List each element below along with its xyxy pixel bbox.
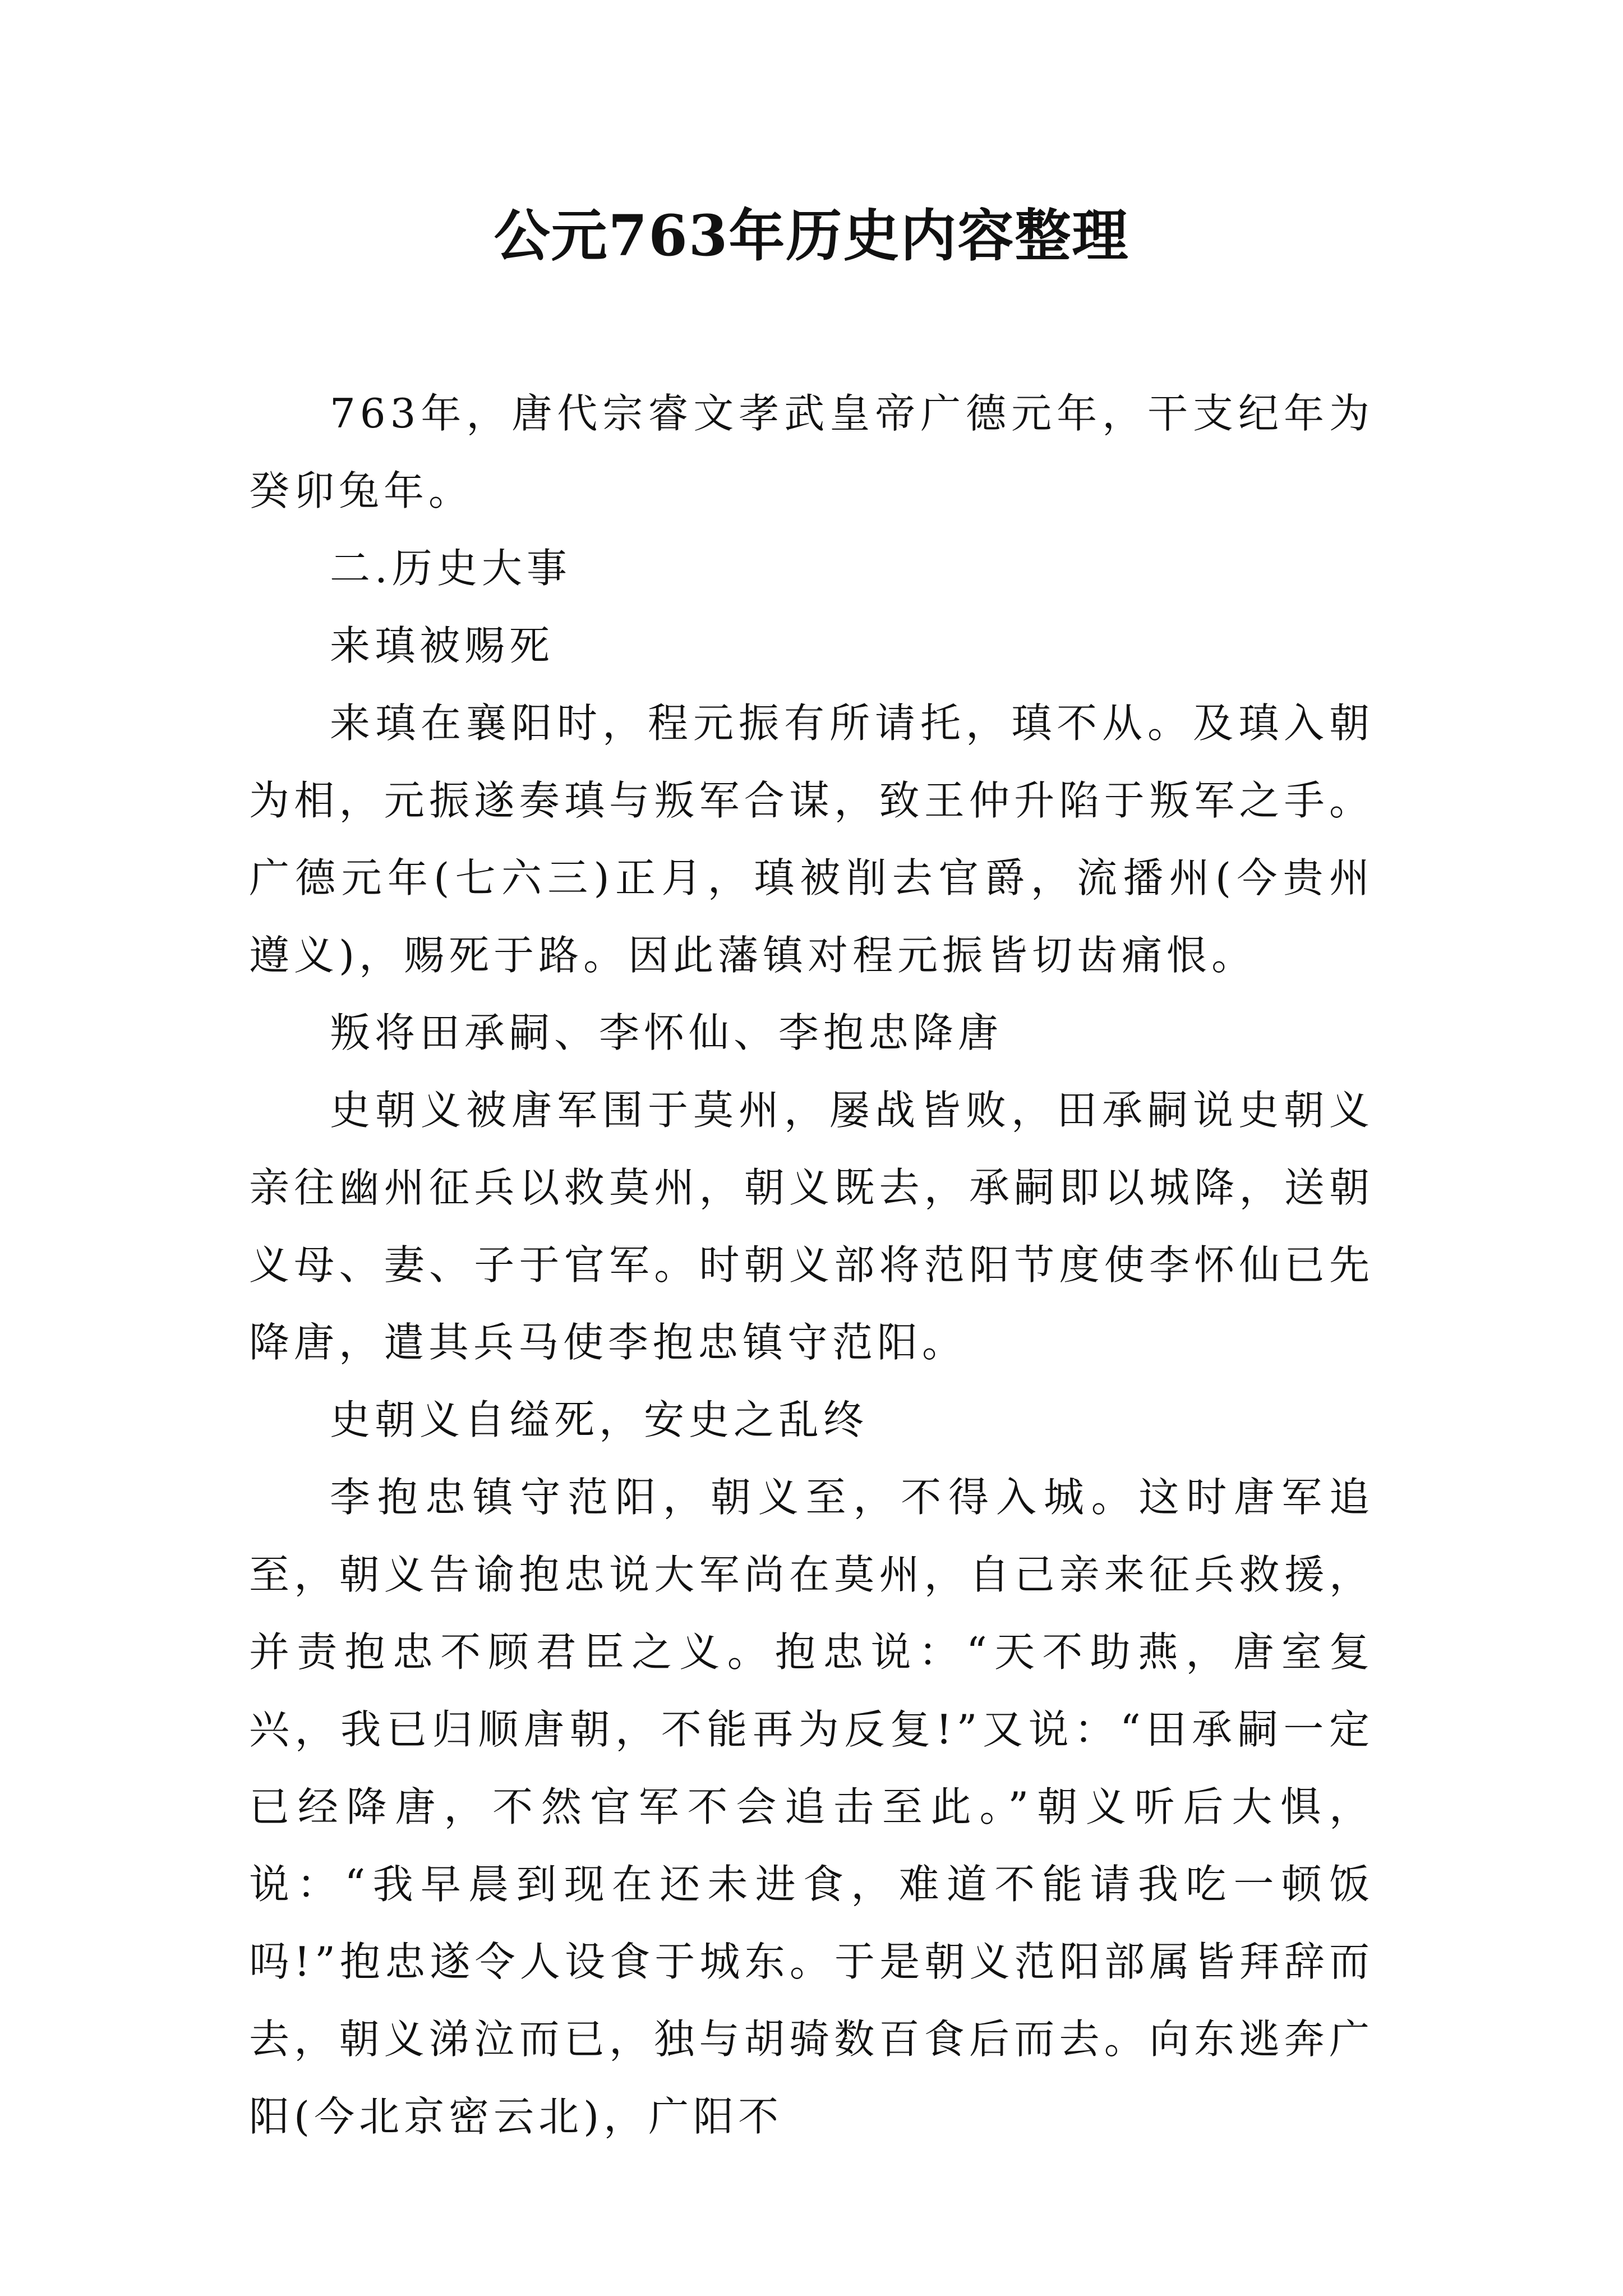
event-heading: 叛将田承嗣、李怀仙、李抱忠降唐 xyxy=(330,1009,1003,1056)
event-heading: 史朝义自缢死，安史之乱终 xyxy=(330,1396,869,1443)
event-heading: 来瑱被赐死 xyxy=(330,622,555,669)
event-paragraph: 来瑱在襄阳时，程元振有所请托，瑱不从。及瑱入朝为相，元振遂奏瑱与叛军合谋，致王仲升陷于叛军之手。广德元年(七六三)正月，瑱被削去官爵，流播州(今贵州遵义)，赐死于路。因此藩镇对程元振皆切齿痛恨。 xyxy=(249,700,1374,979)
event-paragraph: 李抱忠镇守范阳，朝义至，不得入城。这时唐军追至，朝义告谕抱忠说大军尚在莫州，自己亲来征兵救援，并责抱忠不顾君臣之义。抱忠说：“天不助燕，唐室复兴，我已归顺唐朝，不能再为反复!”又说：“田承嗣一定已经降唐，不然官军不会追击至此。”朝义听后大惧，说：“我早晨到现在还未进食，难道不能请我吃一顿饭吗!”抱忠遂令人设食于城东。于是朝义范阳部属皆拜辞而去，朝义涕泣而已，独与胡骑数百食后而去。向东逃奔广阳(今北京密云北)，广阳不 xyxy=(249,1474,1374,2140)
intro-paragraph: 763年，唐代宗睿文孝武皇帝广德元年，干支纪年为癸卯兔年。 xyxy=(249,390,1374,514)
document-body xyxy=(249,375,1374,2155)
event-paragraph: 史朝义被唐军围于莫州，屡战皆败，田承嗣说史朝义亲往幽州征兵以救莫州，朝义既去，承嗣即以城降，送朝义母、妻、子于官军。时朝义部将范阳节度使李怀仙已先降唐，遣其兵马使李抱忠镇守范阳。 xyxy=(249,1087,1374,1366)
section-heading: 二.历史大事 xyxy=(330,545,571,592)
document-title: 公元763年历史内容整理 xyxy=(494,203,1129,269)
